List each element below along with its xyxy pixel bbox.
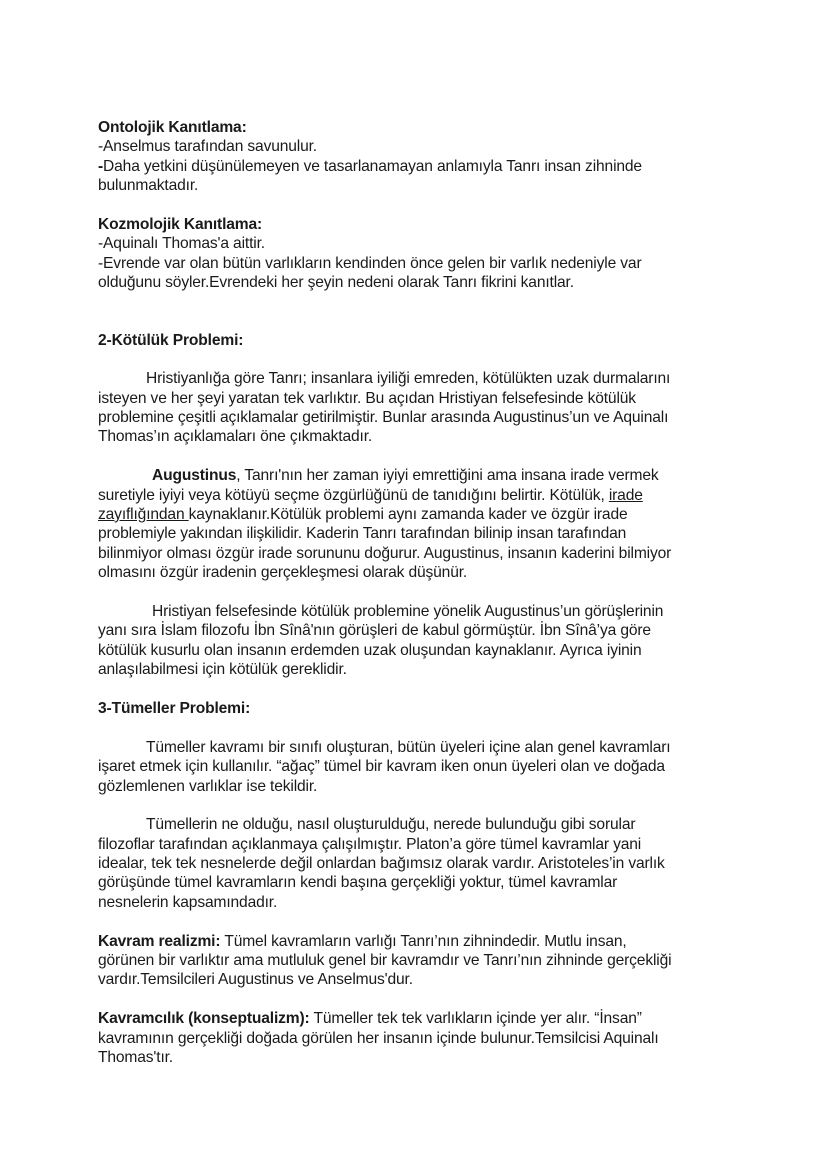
paragraph xyxy=(98,369,738,447)
text-line xyxy=(98,466,738,485)
text-line: işaret etmek için kullanılır. “ağaç” tümel bir kavram iken onun üyeleri olan ve doğada xyxy=(98,758,665,776)
text-line: gözlemlenen varlıklar ise tekildir. xyxy=(98,777,318,795)
text-segment: Tümel kavramların varlığı Tanrı’nın zihnindedir. Mutlu insan, xyxy=(220,932,627,950)
spacer xyxy=(98,447,738,466)
text-line: -Evrende var olan bütün varlıkların kendinden önce gelen bir varlık nedeniyle var xyxy=(98,254,642,272)
text-line: problemine çeşitli açıklamalar getirilmiştir. Bunlar arasında Augustinus’un ve Aquinalı xyxy=(98,409,669,427)
spacer xyxy=(98,350,738,369)
bold-dash: - xyxy=(98,157,104,175)
paragraph-conceptualism xyxy=(98,1009,738,1067)
bold-term: Augustinus xyxy=(152,467,237,485)
document-page xyxy=(98,118,738,1067)
section-cosmological-argument xyxy=(98,215,738,293)
text-line: olmasını özgür iradenin gerçekleşmesi olarak düşünür. xyxy=(98,564,468,582)
text-segment: Daha yetkini düşünülemeyen ve tasarlanamayan anlamıyla Tanrı insan zihninde xyxy=(103,157,642,175)
text-line: -Aquinalı Thomas'a aittir. xyxy=(98,235,265,253)
text-line: Thomas'tır. xyxy=(98,1048,173,1066)
text-line: -Anselmus tarafından savunulur. xyxy=(98,138,317,156)
text-segment: Tümeller tek tek varlıkların içinde yer alır. “İnsan” xyxy=(309,1010,642,1028)
text-line: Tümeller kavramı bir sınıfı oluşturan, bütün üyeleri içine alan genel kavramları xyxy=(146,738,671,756)
text-line: Thomas’ın açıklamaları öne çıkmaktadır. xyxy=(98,428,373,446)
text-line: Tümellerin ne olduğu, nasıl oluşturulduğu, nerede bulunduğu gibi sorular xyxy=(146,816,636,834)
spacer xyxy=(98,293,738,331)
paragraph xyxy=(98,815,738,912)
spacer xyxy=(98,912,738,931)
text-line: kötülük kusurlu olan insanın erdemden uzak oluşundan kaynaklanır. Ayrıca iyinin xyxy=(98,641,642,659)
text-line: vardır.Temsilcileri Augustinus ve Anselmus'dur. xyxy=(98,971,413,989)
section-heading: Kozmolojik Kanıtlama: xyxy=(98,215,263,233)
bold-term: Kavram realizmi: xyxy=(98,932,221,950)
text-segment: kaynaklanır.Kötülük problemi aynı zamanda kader ve özgür irade xyxy=(188,506,628,524)
spacer xyxy=(98,718,738,737)
text-line: Hristiyan felsefesinde kötülük problemine yönelik Augustinus’un görüşlerinin xyxy=(152,602,664,620)
text-line: yanı sıra İslam filozofu İbn Sînâ'nın görüşleri de kabul görmüştür. İbn Sînâ’ya göre xyxy=(98,622,651,640)
text-line: filozoflar tarafından açıklanmaya çalışılmıştır. Platon’a göre tümel kavramlar yani xyxy=(98,835,642,853)
spacer xyxy=(98,990,738,1009)
text-line: isteyen ve her şeyi yaratan tek varlıktır. Bu açıdan Hristiyan felsefesinde kötülük xyxy=(98,389,636,407)
section-problem-of-universals xyxy=(98,699,738,1067)
text-line xyxy=(98,505,738,524)
text-line xyxy=(98,157,738,176)
text-line: problemiyle yakından ilişkilidir. Kaderin Tanrı tarafından bilinip insan tarafından xyxy=(98,525,627,543)
text-line: görüşünde tümel kavramların kendi başına gerçekliği yoktur, tümel kavramlar xyxy=(98,874,618,892)
paragraph xyxy=(98,738,738,796)
underlined-text: irade xyxy=(608,486,643,504)
text-line xyxy=(98,1009,738,1028)
spacer xyxy=(98,796,738,815)
text-line: görünen bir varlıktır ama mutluluk genel bir kavramdır ve Tanrı’nın zihninde gerçekliği xyxy=(98,952,672,970)
text-segment: suretiyle iyiyi veya kötüyü seçme özgürlüğünü de tanıdığını belirtir. Kötülük, xyxy=(98,486,609,504)
text-line xyxy=(98,486,738,505)
text-line: nesnelerin kapsamındadır. xyxy=(98,893,278,911)
section-ontological-argument xyxy=(98,118,738,196)
text-line: olduğunu söyler.Evrendeki her şeyin nedeni olarak Tanrı fikrini kanıtlar. xyxy=(98,274,574,292)
text-line: Hristiyanlığa göre Tanrı; insanlara iyiliği emreden, kötülükten uzak durmalarını xyxy=(146,370,671,388)
paragraph xyxy=(98,602,738,680)
text-segment: , Tanrı'nın her zaman iyiyi emrettiğini ama insana irade vermek xyxy=(236,467,659,485)
text-line: kavramının gerçekliği doğada görülen her insanın içinde bulunur.Temsilcisi Aquinalı xyxy=(98,1029,659,1047)
text-line: bulunmaktadır. xyxy=(98,177,199,195)
text-line: idealar, tek tek nesnelerde değil onlardan bağımsız olarak vardır. Aristoteles’in varlık xyxy=(98,855,665,873)
spacer xyxy=(98,680,738,699)
section-heading: Ontolojik Kanıtlama: xyxy=(98,119,247,136)
section-problem-of-evil xyxy=(98,331,738,680)
bold-term: Kavramcılık (konseptualizm): xyxy=(98,1010,310,1028)
section-heading: 2-Kötülük Problemi: xyxy=(98,331,244,349)
spacer xyxy=(98,583,738,602)
paragraph xyxy=(98,466,738,582)
underlined-text: zayıflığından xyxy=(98,506,189,524)
section-heading: 3-Tümeller Problemi: xyxy=(98,699,251,717)
spacer xyxy=(98,196,738,215)
text-line xyxy=(98,932,738,951)
text-line: anlaşılabilmesi için kötülük gereklidir. xyxy=(98,661,347,679)
paragraph-concept-realism xyxy=(98,932,738,990)
text-line: bilinmiyor olması özgür irade sorununu doğurur. Augustinus, insanın kaderini bilmiyor xyxy=(98,544,672,562)
